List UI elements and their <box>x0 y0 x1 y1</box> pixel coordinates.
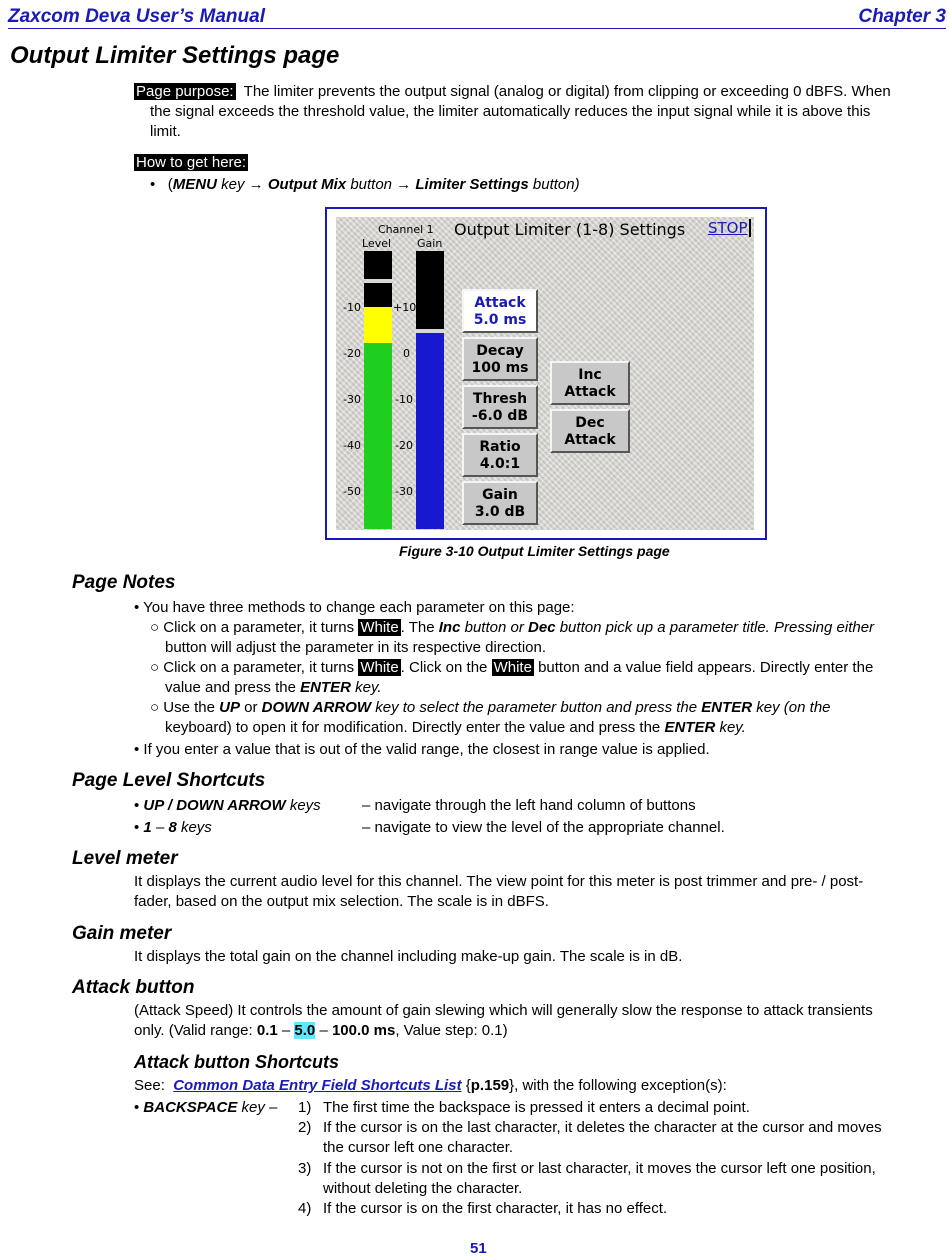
level-label: Level <box>362 237 392 250</box>
page-purpose <box>134 82 946 102</box>
gain-tick: +10 <box>393 301 417 314</box>
gain-tick: -30 <box>395 485 413 498</box>
level-meter <box>364 251 392 529</box>
how-to-label <box>134 153 248 173</box>
inc-target: Attack <box>564 384 616 400</box>
page-number: 51 <box>470 1240 487 1257</box>
page-notes-heading: Page Notes <box>72 572 176 593</box>
thresh-button-value: -6.0 dB <box>471 408 529 424</box>
gain-meter <box>416 251 444 529</box>
backspace-item-num: 3) <box>298 1160 312 1177</box>
output-mix-button: Output Mix <box>267 176 347 193</box>
menu-key: MENU <box>172 176 217 193</box>
gain-button-label: Gain <box>482 487 518 503</box>
page-purpose-line1: The limiter prevents the output signal (analog or digital) from clipping or exceeding 0 dBFS. When <box>243 83 891 100</box>
attack-shortcuts-see: See: Common Data Entry Field Shortcuts List {p.159}, with the following exception(s): <box>134 1077 727 1094</box>
intro-text: You have three methods to change each parameter on this page: <box>143 599 575 616</box>
gain-meter-heading: Gain meter <box>72 923 172 944</box>
arrow-icon: → <box>248 176 264 193</box>
attack-line2: only. (Valid range: 0.1 – 5.0 – 100.0 ms, Value step: 0.1) <box>134 1022 508 1039</box>
attack-button-label: Attack <box>474 295 526 311</box>
backspace-item: If the cursor is on the first character, it has no effect. <box>323 1200 668 1217</box>
gain-label: Gain <box>417 237 443 250</box>
level-tick: -50 <box>343 485 361 498</box>
button-close: button) <box>532 176 580 193</box>
page-title: Output Limiter Settings page <box>10 42 340 69</box>
method-2-cont: value and press the ENTER key. <box>165 679 382 696</box>
ratio-button-value: 4.0:1 <box>479 456 521 472</box>
level-meter-yellow <box>364 307 392 343</box>
inc-label: Inc <box>578 367 602 383</box>
level-meter-green <box>364 343 392 529</box>
shortcut-1-desc: – navigate through the left hand column of buttons <box>362 797 696 814</box>
bullet: • <box>150 176 156 193</box>
backspace-item-cont: the cursor left one character. <box>323 1139 514 1156</box>
method-2: ○ Click on a parameter, it turns White . Click on the White button and a value field appears. Directly enter the <box>150 659 874 676</box>
backspace-item: If the cursor is on the last character, it deletes the character at the cursor and moves <box>323 1119 882 1136</box>
shortcuts-list-link[interactable]: Common Data Entry Field Shortcuts List <box>173 1077 462 1094</box>
dec-attack-button[interactable] <box>550 409 630 453</box>
dec-target: Attack <box>564 432 616 448</box>
level-meter-line1: It displays the current audio level for this channel. The view point for this meter is post trimmer and pre- / post- <box>134 873 864 890</box>
method-1: ○ Click on a parameter, it turns White . The Inc button or Dec button pick up a parameter title. Pressing either <box>150 619 875 636</box>
level-meter-line2: fader, based on the output mix selection. The scale is in dBFS. <box>134 893 549 910</box>
thresh-button-label: Thresh <box>472 391 528 407</box>
method-1-cont: button will adjust the parameter in its respective direction. <box>165 639 547 656</box>
page-purpose-line2: the signal exceeds the threshold value, the limiter automatically reduces the input signal while it is above this <box>150 103 871 120</box>
page-purpose-label: Page purpose: <box>136 83 234 100</box>
backspace-item: The first time the backspace is pressed it enters a decimal point. <box>323 1099 750 1116</box>
method-3: ○ Use the UP or DOWN ARROW key to select the parameter button and press the ENTER key (on the <box>150 699 831 716</box>
level-tick: -10 <box>343 301 361 314</box>
attack-line1: (Attack Speed) It controls the amount of gain slewing which will generally slow the response to attack transients <box>134 1002 873 1019</box>
white-highlight: White <box>360 619 399 636</box>
attack-shortcuts-heading: Attack button Shortcuts <box>134 1052 339 1072</box>
limiter-panel <box>336 217 754 530</box>
attack-button-value: 5.0 ms <box>473 312 527 328</box>
manual-title: Zaxcom Deva User’s Manual <box>8 6 265 27</box>
gain-meter-line1: It displays the total gain on the channel including make-up gain. The scale is in dB. <box>134 948 683 965</box>
ratio-button-label: Ratio <box>479 439 521 455</box>
thresh-button[interactable] <box>462 385 538 429</box>
chapter-label: Chapter 3 <box>858 6 946 27</box>
figure-caption: Figure 3-10 Output Limiter Settings page <box>399 543 670 559</box>
gain-meter-blue <box>416 333 444 529</box>
gain-tick: -10 <box>395 393 413 406</box>
dec-label: Dec <box>575 415 605 431</box>
page-notes-last: • If you enter a value that is out of the valid range, the closest in range value is applied. <box>134 741 710 758</box>
shortcuts-heading: Page Level Shortcuts <box>72 770 266 791</box>
panel-title: Output Limiter (1-8) Settings <box>454 220 686 239</box>
how-to-label-text: How to get here: <box>136 154 247 171</box>
level-meter-heading: Level meter <box>72 848 178 869</box>
attack-button[interactable] <box>462 289 538 333</box>
gain-tick: -20 <box>395 439 413 452</box>
arrow-icon: → <box>396 176 412 193</box>
ratio-button[interactable] <box>462 433 538 477</box>
button-word: button <box>350 176 393 193</box>
page-purpose-line3: limit. <box>150 123 181 140</box>
backspace-item-num: 1) <box>298 1099 312 1116</box>
paren-open: ( <box>167 176 173 193</box>
level-tick: -40 <box>343 439 361 452</box>
decay-button-value: 100 ms <box>471 360 529 376</box>
shortcut-2-desc: – navigate to view the level of the appropriate channel. <box>362 819 725 836</box>
backspace-key: • BACKSPACE key – <box>134 1099 278 1116</box>
limiter-settings-button: Limiter Settings <box>415 176 529 193</box>
backspace-item-num: 4) <box>298 1200 312 1217</box>
gain-button-value: 3.0 dB <box>474 504 526 520</box>
running-header <box>8 6 946 29</box>
page-notes-intro: • You have three methods to change each parameter on this page: <box>134 599 575 616</box>
decay-button-label: Decay <box>476 343 524 359</box>
inc-attack-button[interactable] <box>550 361 630 405</box>
shortcut-1: • UP / DOWN ARROW keys <box>134 797 321 814</box>
backspace-item: If the cursor is not on the first or last character, it moves the cursor left one position, <box>323 1160 876 1177</box>
gain-button[interactable] <box>462 481 538 525</box>
how-to-path <box>150 175 580 195</box>
gain-tick: 0 <box>403 347 410 360</box>
level-tick: -20 <box>343 347 361 360</box>
decay-button[interactable] <box>462 337 538 381</box>
default-value-highlight: 5.0 <box>294 1022 316 1039</box>
attack-heading: Attack button <box>72 977 195 998</box>
level-tick: -30 <box>343 393 361 406</box>
stop-button[interactable]: STOP <box>708 219 751 237</box>
backspace-item-num: 2) <box>298 1119 312 1136</box>
channel-label: Channel 1 <box>378 223 434 236</box>
shortcut-2: • 1 – 8 keys <box>134 819 212 836</box>
key-word: key <box>221 176 245 193</box>
backspace-item-cont: without deleting the character. <box>323 1180 523 1197</box>
method-3-cont: keyboard) to open it for modification. Directly enter the value and press the ENTER key. <box>165 719 746 736</box>
figure-screenshot <box>325 207 767 540</box>
